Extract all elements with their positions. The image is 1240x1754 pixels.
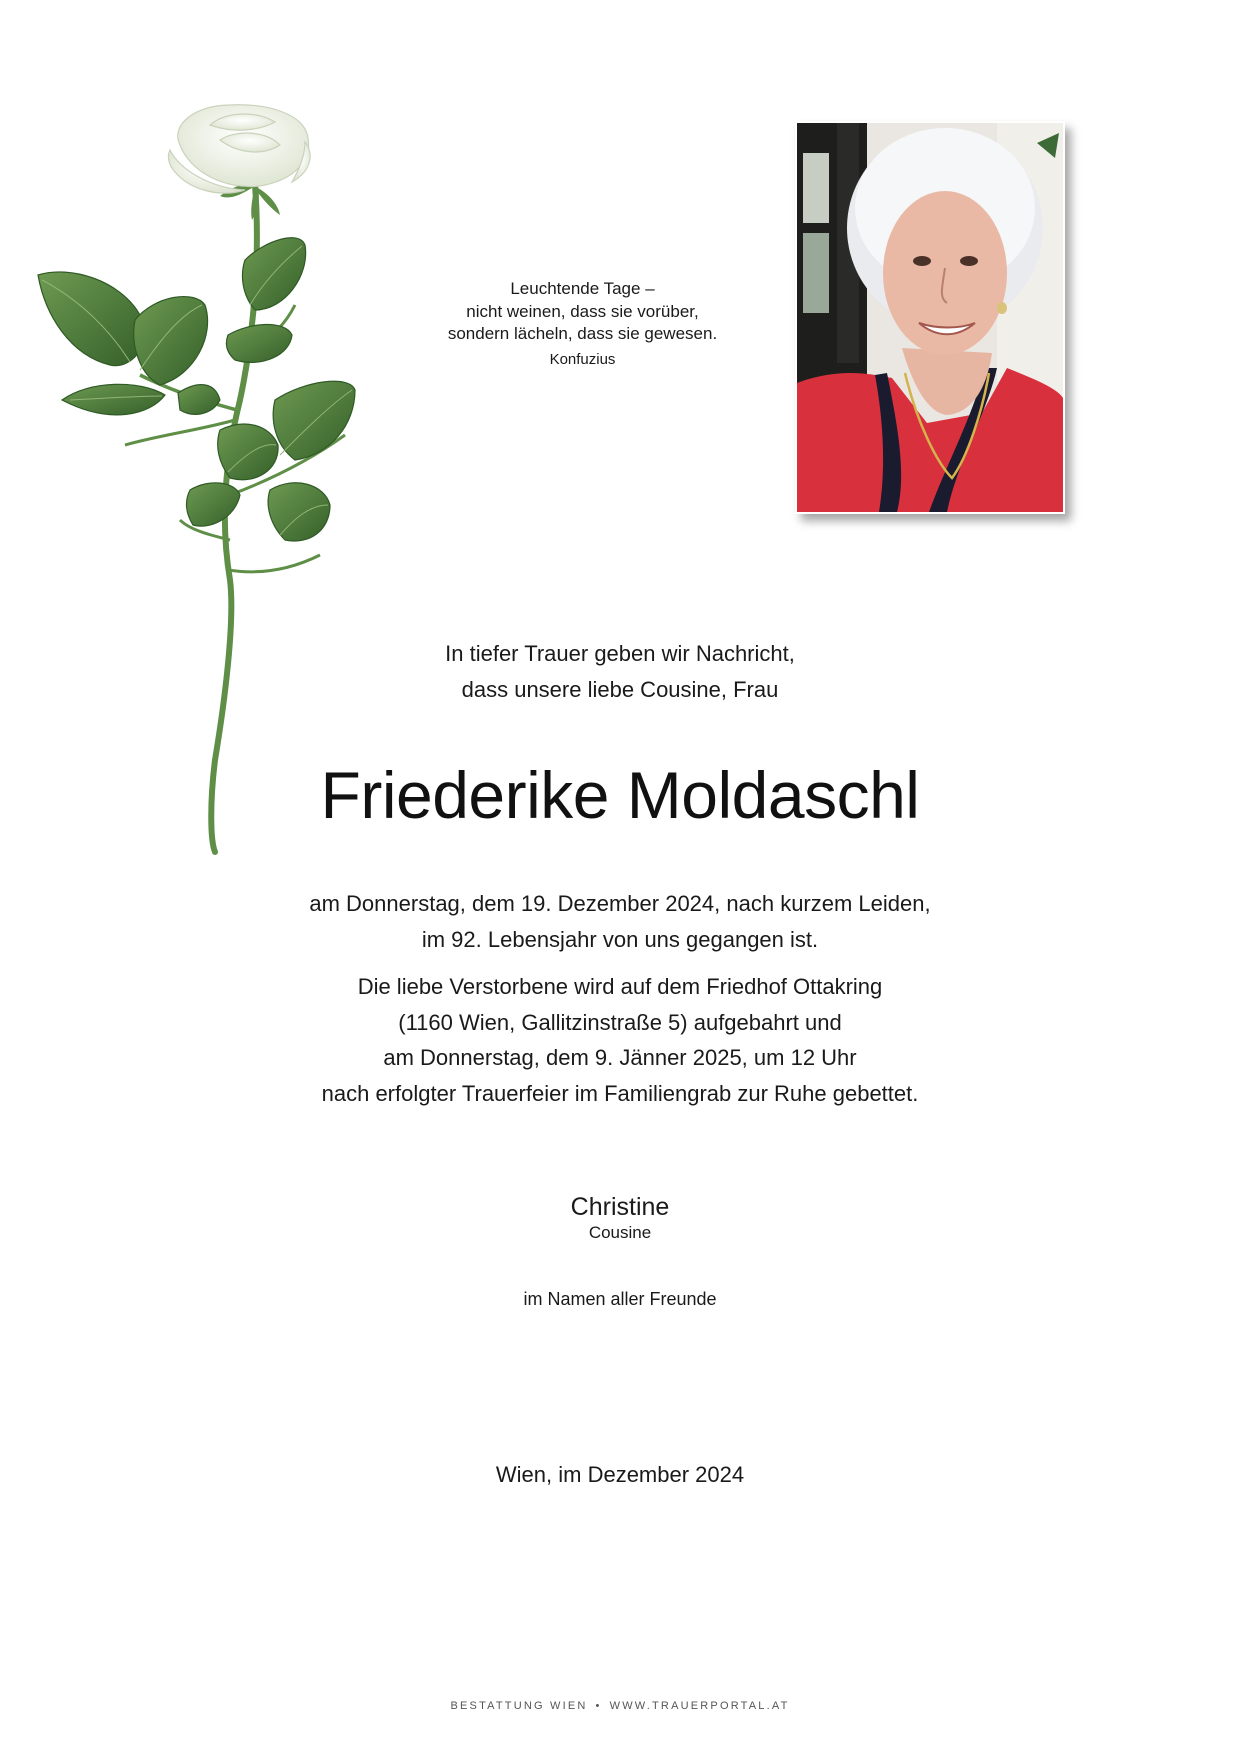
quote-line: sondern lächeln, dass sie gewesen.	[447, 324, 718, 343]
detail-line: im 92. Lebensjahr von uns gegangen ist.	[421, 926, 819, 952]
footer-separator: •	[595, 1700, 602, 1712]
quote-author: Konfuzius	[549, 350, 616, 368]
intro-line: dass unsere liebe Cousine, Frau	[461, 677, 779, 702]
portrait-photo	[797, 123, 1063, 512]
mourner-signature	[320, 1192, 920, 1244]
detail-line: am Donnerstag, dem 19. Dezember 2024, nach kurzem Leiden,	[309, 891, 931, 916]
detail-line: Die liebe Verstorbene wird auf dem Friedhof Ottakring	[357, 974, 883, 999]
white-rose-illustration	[30, 100, 410, 860]
paragraph-gap	[170, 957, 1070, 969]
announcement-intro	[220, 636, 1020, 708]
memorial-quote	[400, 278, 765, 371]
intro-line: In tiefer Trauer geben wir Nachricht,	[445, 641, 795, 666]
detail-line: am Donnerstag, dem 9. Jänner 2025, um 12 Uhr	[383, 1045, 857, 1070]
footer-company: BESTATTUNG WIEN	[450, 1700, 588, 1712]
footer	[320, 1700, 920, 1712]
mourner-relation: Cousine	[588, 1223, 652, 1242]
on-behalf-of-line: im Namen aller Freunde	[523, 1289, 717, 1309]
portrait-photo-frame	[795, 121, 1065, 514]
death-and-funeral-details	[170, 886, 1070, 1111]
detail-line: (1160 Wien, Gallitzinstraße 5) aufgebahrt und	[398, 1009, 842, 1035]
detail-line: nach erfolgter Trauerfeier im Familiengrab zur Ruhe gebettet.	[321, 1080, 919, 1106]
deceased-name: Friederike Moldaschl	[320, 758, 920, 832]
mourner-name: Christine	[570, 1193, 670, 1221]
quote-line: Leuchtende Tage –	[510, 279, 655, 298]
quote-line: nicht weinen, dass sie vorüber,	[466, 301, 699, 321]
place-and-date: Wien, im Dezember 2024	[495, 1462, 745, 1487]
footer-website-link[interactable]: WWW.TRAUERPORTAL.AT	[609, 1700, 790, 1712]
